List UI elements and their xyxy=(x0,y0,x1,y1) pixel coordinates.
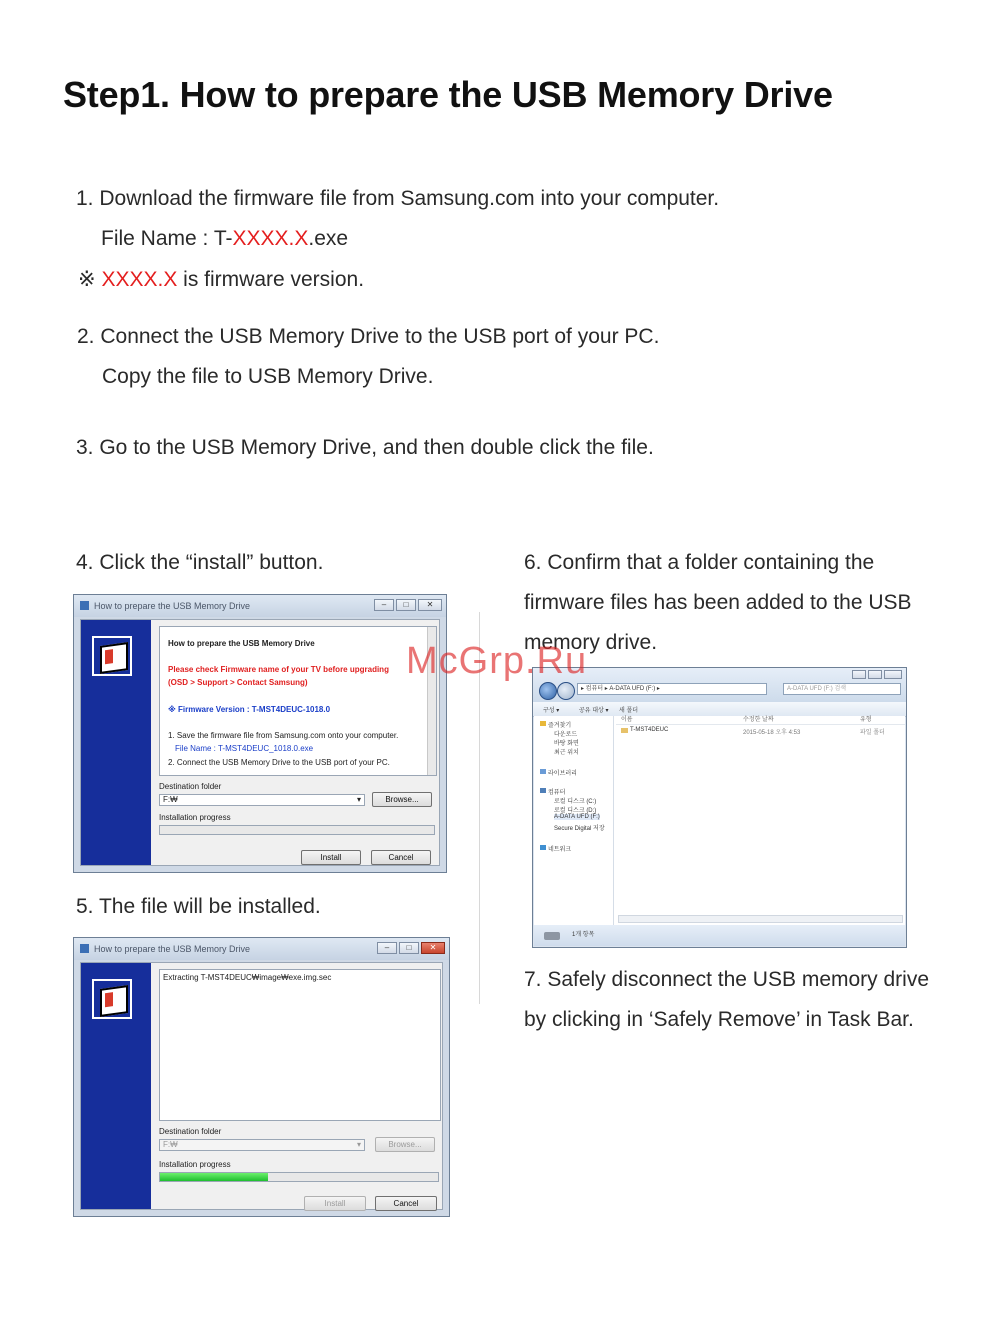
step6-text-2: firmware files has been added to the USB xyxy=(524,591,912,614)
dest-folder-value: F:₩ xyxy=(163,1140,178,1149)
step6-text-3: memory drive. xyxy=(524,631,658,654)
dest-label: Destination folder xyxy=(159,782,222,791)
network-icon xyxy=(540,845,546,850)
step7-text: 7. Safely disconnect the USB memory drive xyxy=(524,968,930,991)
info-step1: 1. Save the firmware file from Samsung.com onto your computer. xyxy=(168,731,399,740)
install-button[interactable]: Install xyxy=(304,1196,366,1211)
sidebar-item-sd[interactable]: Secure Digital 저장 xyxy=(554,826,605,832)
close-button[interactable] xyxy=(884,670,902,679)
explorer-window xyxy=(532,667,907,948)
column-date[interactable]: 수정한 날짜 xyxy=(743,717,774,723)
log-line: Extracting T-MST4DEUC₩image₩exe.img.sec xyxy=(163,973,332,982)
close-button[interactable]: ✕ xyxy=(418,599,442,611)
explorer-toolbar xyxy=(533,702,906,717)
explorer-nav-bar xyxy=(533,668,906,703)
status-count: 1개 항목 xyxy=(572,932,595,938)
file-row-date: 2015-05-18 오후 4:53 xyxy=(743,730,801,736)
horizontal-scrollbar[interactable] xyxy=(618,915,903,923)
cancel-button[interactable]: Cancel xyxy=(375,1196,437,1211)
toolbar-organize[interactable]: 구성 ▾ xyxy=(543,708,560,714)
column-name[interactable]: 이름 xyxy=(621,717,633,723)
side-banner xyxy=(81,620,151,865)
sidebar-item-downloads[interactable]: 다운로드 xyxy=(554,732,578,738)
dest-folder-select[interactable] xyxy=(159,1139,365,1151)
progress-label: Installation progress xyxy=(159,813,231,822)
explorer-sidebar xyxy=(534,716,614,925)
maximize-button[interactable] xyxy=(868,670,882,679)
chevron-down-icon: ▾ xyxy=(356,1140,361,1149)
toolbar-new-folder[interactable]: 새 폴더 xyxy=(619,708,639,714)
step1-note xyxy=(78,267,364,292)
address-bar[interactable]: ▸ 컴퓨터 ▸ A-DATA UFD (F:) ▸ xyxy=(577,683,767,695)
progress-label: Installation progress xyxy=(159,1160,231,1169)
sidebar-item-recent[interactable]: 최근 위치 xyxy=(554,750,579,756)
installing-dialog-body xyxy=(80,962,443,1210)
minimize-button[interactable] xyxy=(852,670,866,679)
sidebar-item-drive-c[interactable]: 로컬 디스크 (C:) xyxy=(554,799,597,805)
explorer-statusbar xyxy=(534,925,905,946)
info-version: ※ Firmware Version : T-MST4DEUC-1018.0 xyxy=(168,705,331,714)
dest-folder-select[interactable] xyxy=(159,794,365,806)
folder-icon xyxy=(621,728,628,733)
step3-text: 3. Go to the USB Memory Drive, and then double click the file. xyxy=(76,436,654,459)
install-progress-fill xyxy=(160,1173,268,1181)
install-button[interactable]: Install xyxy=(301,850,361,865)
cancel-button[interactable]: Cancel xyxy=(371,850,431,865)
package-icon xyxy=(92,636,132,676)
installing-dialog xyxy=(73,937,450,1217)
sidebar-item-drive-d[interactable]: 로컬 디스크 (D:) xyxy=(554,808,597,814)
step7-text-2: by clicking in ‘Safely Remove’ in Task Bar. xyxy=(524,1008,914,1031)
sidebar-item-desktop[interactable]: 바탕 화면 xyxy=(554,741,579,747)
filename-suffix: .exe xyxy=(308,227,349,250)
maximize-button[interactable]: □ xyxy=(396,599,416,611)
file-row-name[interactable]: T-MST4DEUC xyxy=(630,727,669,733)
side-banner xyxy=(81,963,151,1209)
toolbar-share[interactable]: 공유 대상 ▾ xyxy=(579,708,609,714)
sidebar-item-network[interactable]: 네트워크 xyxy=(548,847,572,853)
computer-icon xyxy=(540,788,546,793)
file-row-type: 파일 폴더 xyxy=(860,730,885,736)
install-dialog xyxy=(73,594,447,873)
note-version: XXXX.X xyxy=(101,268,178,291)
back-icon[interactable] xyxy=(539,682,557,700)
sidebar-item-favorites[interactable]: 즐겨찾기 xyxy=(548,723,572,729)
explorer-content xyxy=(534,716,905,925)
column-type[interactable]: 유형 xyxy=(860,717,872,723)
page-title: Step1. How to prepare the USB Memory Drive xyxy=(63,74,833,115)
info-warning-path: (OSD > Support > Contact Samsung) xyxy=(168,678,308,687)
library-icon xyxy=(540,769,546,774)
sidebar-item-drive-f[interactable]: A-DATA UFD (F:) xyxy=(554,814,600,820)
dest-folder-value: F:₩ xyxy=(163,795,178,804)
close-button[interactable]: ✕ xyxy=(421,942,445,954)
installing-dialog-titlebar xyxy=(74,938,449,960)
drive-icon xyxy=(544,932,560,940)
filename-version: XXXX.X xyxy=(232,227,309,250)
info-warning: Please check Firmware name of your TV before upgrading xyxy=(168,665,389,674)
step1-filename xyxy=(101,227,348,251)
install-dialog-title: How to prepare the USB Memory Drive xyxy=(94,601,251,611)
info-heading: How to prepare the USB Memory Drive xyxy=(168,639,315,648)
sidebar-item-libraries[interactable]: 라이브러리 xyxy=(548,771,577,777)
info-panel xyxy=(159,626,437,776)
app-icon xyxy=(80,944,89,953)
info-filename: File Name : T-MST4DEUC_1018.0.exe xyxy=(175,744,314,753)
app-icon xyxy=(80,601,89,610)
step5-text: 5. The file will be installed. xyxy=(76,895,321,918)
browse-button[interactable]: Browse... xyxy=(372,792,432,807)
note-symbol: ※ xyxy=(78,268,96,291)
installing-dialog-title: How to prepare the USB Memory Drive xyxy=(94,944,251,954)
install-progress xyxy=(159,1172,439,1182)
step4-text: 4. Click the “install” button. xyxy=(76,551,324,574)
sidebar-item-computer[interactable]: 컴퓨터 xyxy=(548,790,566,796)
step2-text: 2. Connect the USB Memory Drive to the USB port of your PC. xyxy=(77,325,660,348)
step2-text-2: Copy the file to USB Memory Drive. xyxy=(102,365,434,388)
info-step2: 2. Connect the USB Memory Drive to the USB port of your PC. xyxy=(168,758,390,767)
package-icon xyxy=(92,979,132,1019)
step1-text: 1. Download the firmware file from Samsung.com into your computer. xyxy=(76,187,720,210)
forward-icon[interactable] xyxy=(557,682,575,700)
step6-text: 6. Confirm that a folder containing the xyxy=(524,551,875,574)
star-icon xyxy=(540,721,546,726)
filename-prefix: File Name : T- xyxy=(101,227,233,250)
minimize-button[interactable]: – xyxy=(377,942,397,954)
maximize-button[interactable]: □ xyxy=(399,942,419,954)
install-dialog-titlebar xyxy=(74,595,446,617)
log-panel xyxy=(159,969,441,1121)
browse-button[interactable]: Browse... xyxy=(375,1137,435,1152)
install-progress xyxy=(159,825,435,835)
minimize-button[interactable]: – xyxy=(374,599,394,611)
search-input[interactable]: A-DATA UFD (F:) 검색 xyxy=(783,683,901,695)
note-text: is firmware version. xyxy=(177,268,365,291)
install-dialog-body xyxy=(80,619,440,866)
watermark: McGrp.Ru xyxy=(406,640,588,682)
chevron-down-icon: ▾ xyxy=(356,795,361,804)
dest-label: Destination folder xyxy=(159,1127,222,1136)
